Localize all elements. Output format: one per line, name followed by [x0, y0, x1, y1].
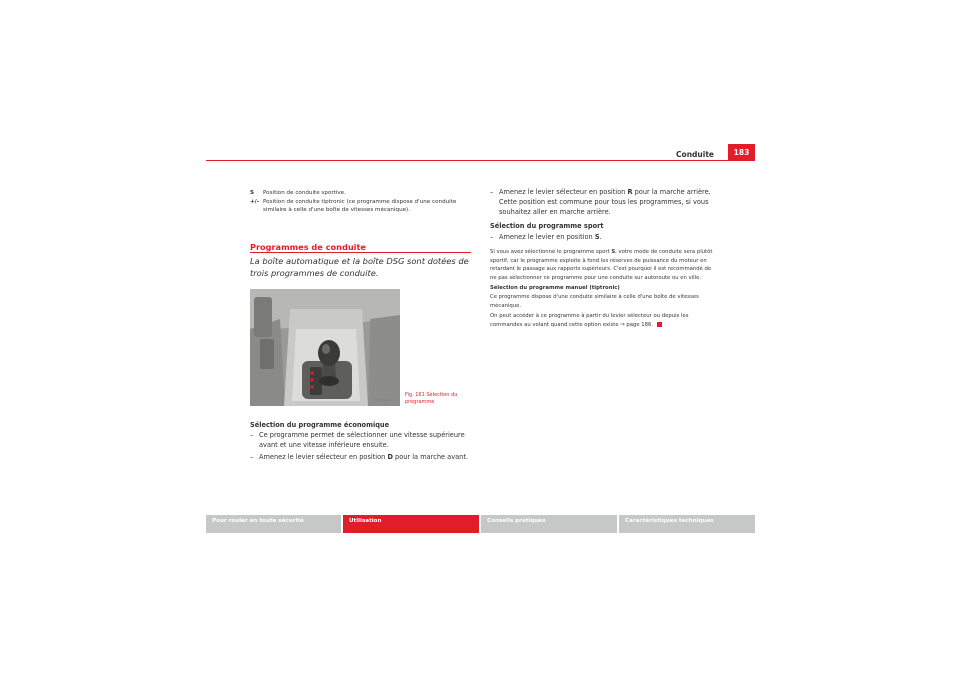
gear-selector-illustration: [250, 289, 400, 406]
figure-code: B5P-0462: [375, 398, 390, 402]
footer-tab-label: Conseils pratiques: [487, 518, 546, 524]
eco-program-block: [250, 420, 475, 462]
reverse-bold: R: [627, 188, 633, 196]
sport-item-bold: S: [594, 233, 600, 241]
eco-item-1-text: Ce programme permet de sélectionner une vitesse supérieure avant et une vitesse inférieure ensuite.: [259, 431, 465, 449]
manual-title: Sélection du programme manuel (tiptronic): [490, 285, 620, 292]
section-heading: Programmes de conduite: [250, 242, 366, 252]
definition-desc: Position de conduite tiptronic (ce programme dispose d'une conduite similaire à celle d'une boîte de vitesses mécanique).: [263, 199, 457, 214]
manual-para-2-text: On peut accéder à ce programme à partir du levier sélecteur ou depuis les commandes au volant quand cette option existe ⇒ page 186.: [490, 313, 689, 328]
sport-item: – Amenez le levier en position S.: [490, 233, 602, 241]
eco-item-2-pre: Amenez le levier sélecteur en position: [259, 453, 388, 461]
sport-item-pre: Amenez le levier en position: [499, 233, 595, 241]
sport-paragraph: [490, 248, 717, 282]
sport-item-post: .: [599, 233, 602, 241]
eco-item-2: – Amenez le levier sélecteur en position D pour la marche avant.: [250, 453, 469, 461]
figure-caption: Fig. 161 Sélection du programme: [405, 392, 458, 405]
sport-para-post: , votre mode de conduite sera plutôt sportif, car le programme exploite à fond les réserves de puissance du moteur en retardant le passage aux rapports supérieurs. C'est pourquoi il est recommandé de ne pas sélectionner ce programme pour une conduite sur autoroute ou en ville.: [490, 249, 713, 281]
footer-tab-safety[interactable]: [206, 515, 341, 533]
definition-tiptronic: [250, 198, 472, 214]
header-rule: [206, 160, 755, 161]
eco-title: Sélection du programme économique: [250, 421, 390, 429]
running-header-title: Conduite: [676, 150, 714, 159]
definition-term: S: [250, 190, 255, 196]
reverse-item: – Amenez le levier sélecteur en position R pour la marche arrière. Cette position est commune pour tous les programmes, si vous souhaitez aller en marche arrière.: [490, 188, 711, 216]
footer-tab-specs[interactable]: [619, 515, 755, 533]
footer-tab-label: Utilisation: [349, 518, 382, 524]
definition-term: +/-: [250, 199, 260, 206]
sport-title: Sélection du programme sport: [490, 222, 604, 230]
sport-para-pre: Si vous avez sélectionné le programme sport: [490, 249, 612, 255]
section-intro: La boîte automatique et la boîte DSG sont dotées de trois programmes de conduite.: [250, 256, 469, 278]
sport-para-bold: S: [611, 249, 616, 255]
page-number: 183: [728, 144, 755, 161]
footer-tab-label: Pour rouler en toute sécurité: [212, 518, 304, 524]
eco-item-2-post: pour la marche avant.: [392, 453, 469, 461]
reverse-post: pour la marche arrière. Cette position est commune pour tous les programmes, si vous souhaitez aller en marche arrière.: [499, 188, 711, 216]
manual-paragraph-1: Ce programme dispose d'une conduite similaire à celle d'une boîte de vitesses mécanique.: [490, 293, 699, 309]
definition-desc: Position de conduite sportive.: [263, 190, 346, 196]
section-rule: [250, 252, 471, 253]
footer-tab-tips[interactable]: [481, 515, 617, 533]
eco-item-1: – Ce programme permet de sélectionner une vitesse supérieure avant et une vitesse inférieure ensuite.: [250, 431, 465, 449]
end-marker-icon: [657, 322, 662, 327]
definition-list: [250, 189, 472, 215]
reverse-pre: Amenez le levier sélecteur en position: [499, 188, 628, 196]
right-column: [490, 187, 717, 329]
definition-s: [250, 189, 472, 197]
eco-item-2-bold: D: [387, 453, 393, 461]
manual-paragraph-2: [490, 312, 717, 329]
footer-tab-usage[interactable]: [343, 515, 479, 533]
footer-tab-label: Caractéristiques techniques: [625, 518, 714, 524]
